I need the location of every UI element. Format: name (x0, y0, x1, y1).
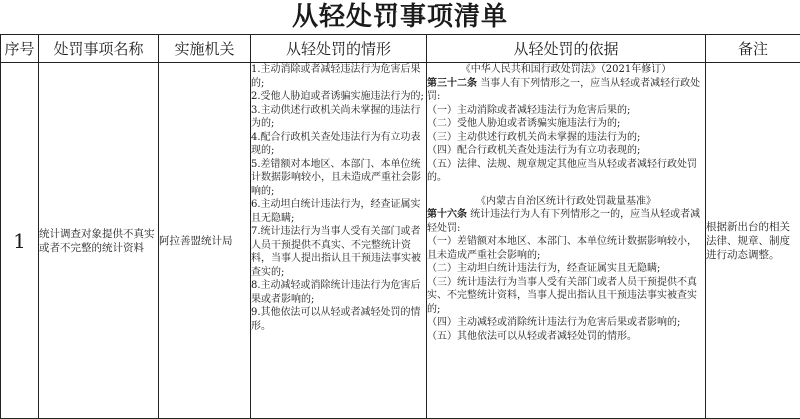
law-item: （二）主动坦白统计违法行为，经查证属实且无隐瞒; (427, 263, 661, 274)
condition-item: 9.其他依法可以从轻或者减轻处罚的情形。 (251, 307, 421, 332)
law-item: （三）统计违法行为当事人受有关部门或者人员干预提供不真实、不完整统计资料，当事人提出指认且干预违法事实被查实的; (427, 276, 697, 315)
header-basis: 从轻处罚的依据 (427, 35, 706, 63)
condition-item: 2.受他人胁迫或者诱骗实施违法行为的; (251, 91, 424, 102)
header-item-name: 处罚事项名称 (39, 35, 159, 63)
cell-agency: 阿拉善盟统计局 (159, 63, 251, 419)
law-title: 《中华人民共和国行政处罚法》（2021年修订） (460, 64, 672, 75)
header-agency: 实施机关 (159, 35, 251, 63)
condition-item: 1.主动消除或者减轻违法行为危害后果的; (251, 64, 421, 89)
penalty-list-table (0, 34, 800, 419)
law-article-intro (427, 208, 705, 235)
law-item: （五）法律、法规、规章规定其他应当从轻或者减轻行政处罚的。 (427, 158, 697, 183)
cell-item-name: 统计调查对象提供不真实或者不完整的统计资料 (39, 63, 159, 419)
law-item: （二）受他人胁迫或者诱骗实施违法行为的; (427, 118, 621, 129)
condition-item: 5.差错额对本地区、本部门、本单位统计数据影响较小，且未造成严重社会影响的; (251, 158, 421, 197)
law-item: （一）主动消除或者减轻违法行为危害后果的; (427, 104, 631, 116)
law-item: （四）配合行政机关查处违法行为有立功表现的; (427, 145, 641, 156)
header-conditions: 从轻处罚的情形 (251, 35, 427, 63)
condition-item: 8.主动减轻或消除统计违法行为危害后果或者影响的; (251, 280, 421, 305)
condition-item: 3.主动供述行政机关尚未掌握的违法行为的; (251, 104, 421, 129)
header-row (1, 35, 800, 63)
article-number: 第三十二条 (427, 77, 477, 89)
condition-item: 7.统计违法行为当事人受有关部门或者人员干预提供不真实、不完整统计资料，当事人提出指认且干预违法事实被查实的; (251, 226, 421, 278)
spacer (427, 185, 705, 195)
cell-seq: 1 (1, 63, 39, 419)
cell-basis (427, 63, 706, 419)
condition-item: 4.配合行政机关查处违法行为有立功表现的; (251, 131, 421, 156)
law-item: （三）主动供述行政机关尚未掌握的违法行为的; (427, 131, 641, 143)
article-number: 第十六条 (427, 209, 467, 220)
law-item: （四）主动减轻或消除统计违法行为危害后果或者影响的; (427, 317, 681, 328)
law-title: 《内蒙古自治区统计行政处罚裁量基准》 (476, 195, 656, 207)
law-article-intro (427, 77, 705, 104)
cell-conditions (251, 63, 427, 419)
law-item: （一）差错额对本地区、本部门、本单位统计数据影响较小，且未造成严重社会影响的; (427, 236, 697, 261)
header-seq: 序号 (1, 35, 39, 63)
article-intro: 统计违法行为人有下列情形之一的，应当从轻或者减轻处罚: (427, 209, 701, 234)
condition-item: 6.主动坦白统计违法行为，经查证属实且无隐瞒; (251, 199, 421, 224)
header-notes: 备注 (706, 35, 800, 63)
table-row (1, 63, 800, 419)
law-item: （五）其他依法可以从轻或者减轻处罚的情形。 (427, 330, 637, 342)
article-intro: 当事人有下列情形之一，应当从轻或者减轻行政处罚: (427, 77, 701, 102)
page-title: 从轻处罚事项清单 (291, 2, 508, 32)
cell-notes: 根据新出台的相关法律、规章、制度进行动态调整。 (706, 63, 800, 419)
